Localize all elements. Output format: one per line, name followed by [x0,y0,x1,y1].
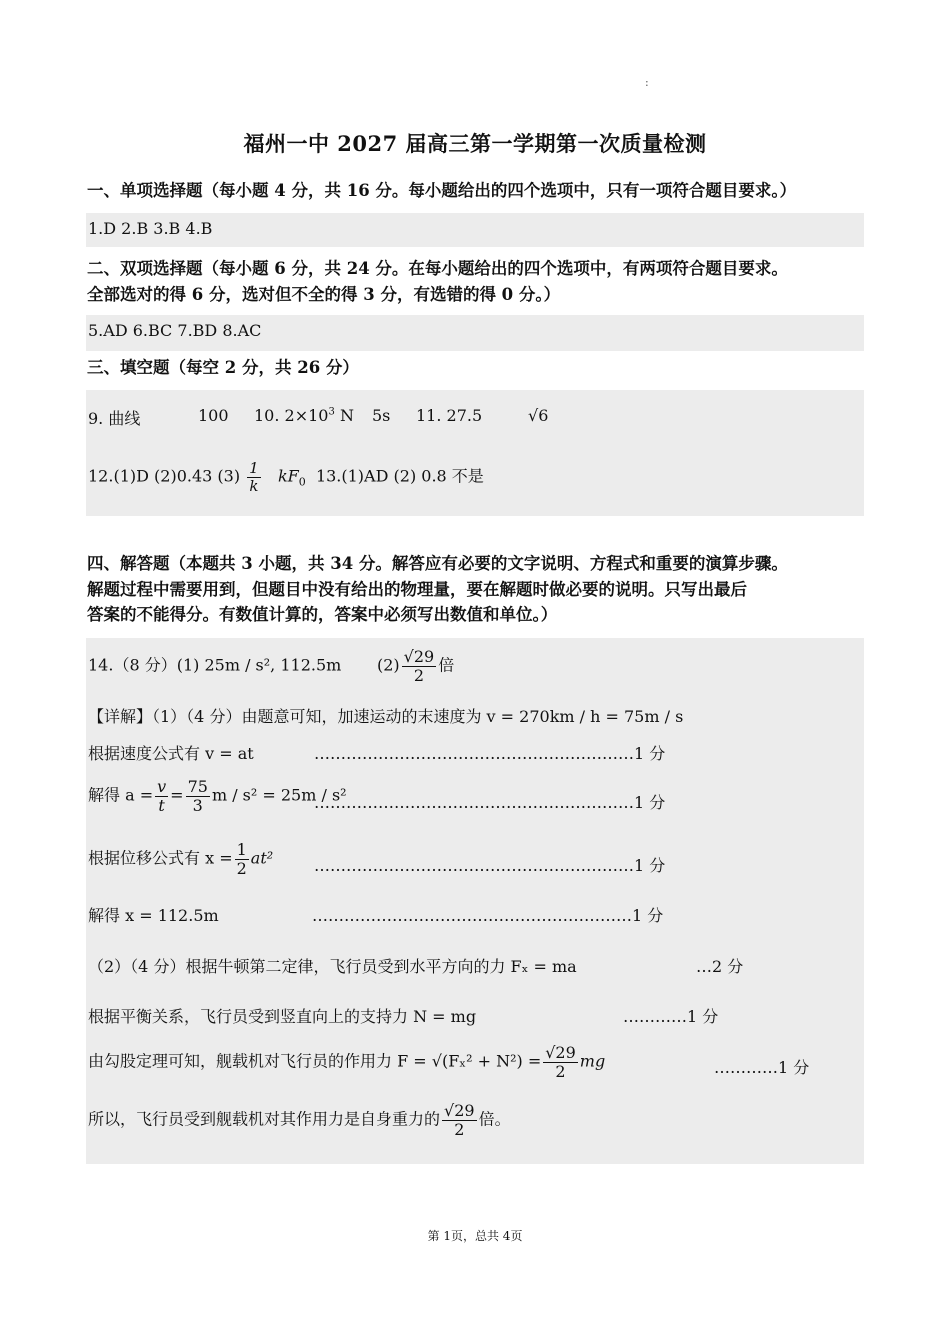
q14-line4: 解得 x = 112.5m [88,906,219,925]
page-title: 福州一中 2027 届高三第一学期第一次质量检测 [243,131,707,156]
q14-solution-band [86,638,864,1164]
q14-line5: （2）（4 分）根据牛顿第二定律，飞行员受到水平方向的力 Fₓ = ma [88,957,577,976]
q14-line2-score: ……………………………………………………1 分 [314,793,666,812]
section-4-header-line2: 解题过程中需要用到，但题目中没有给出的物理量，要在解题时做必要的说明。只写出最后 [87,580,747,599]
q14-line7-score: …………1 分 [714,1058,810,1077]
section-2-header-line2: 全部选对的得 6 分，选对但不全的得 3 分，有选错的得 0 分。） [87,285,561,304]
q11-answer-b: √6 [528,406,549,425]
q11-answer: 11. 27.5 [416,406,483,425]
q14-line6-score: …………1 分 [623,1007,719,1026]
q14-line6: 根据平衡关系，飞行员受到竖直向上的支持力 N = mg [88,1007,477,1026]
section-2-header-line1: 二、双项选择题（每小题 6 分，共 24 分。在每小题给出的四个选项中，有两项符合题目要求。 [87,259,788,278]
section-3-header: 三、填空题（每空 2 分，共 26 分） [87,358,359,377]
q14-line8: 所以，飞行员受到舰载机对其作用力是自身重力的 $\frac{√29}{2}$ 倍。 [88,1101,511,1139]
q14-line3: 根据位移公式有 x = $\frac{1}{2}$ at² [88,840,274,878]
q10-answer-b: 5s [372,406,391,425]
q9-answer-b: 100 [198,406,229,425]
q12-fraction: $\frac{1}{k}$ [249,459,259,495]
q14-line5-score: …2 分 [696,957,744,976]
q14-line1: 根据速度公式有 v = at [88,744,254,763]
section-4-header-line3: 答案的不能得分。有数值计算的，答案中必须写出数值和单位。） [87,605,558,624]
corner-mark: : [645,76,649,89]
q14-line1-score: ……………………………………………………1 分 [314,744,666,763]
section-4-header-line1: 四、解答题（本题共 3 小题，共 34 分。解答应有必要的文字说明、方程式和重要的演算步骤。 [87,554,788,573]
q14-head: 14.（8 分）(1) 25m / s², 112.5m (2) $\frac{√29}{2}$ 倍 [88,647,455,685]
section-3-answer-band [86,390,864,516]
q9-answer: 9. 曲线 [88,409,141,428]
q12-answer: 12.(1)D (2)0.43 (3) $\frac{1}{k}$ $kF_0$ 13.(1)AD (2) 0.8 不是 [88,459,484,495]
q10-answer: 10. $2\times 10^3$ N [254,406,354,425]
q14-detail: 【详解】（1）（4 分）由题意可知，加速运动的末速度为 v = 270km / h = 75m / s [88,707,684,726]
section-1-answer-band [86,213,864,247]
q14-line3-score: ……………………………………………………1 分 [314,856,666,875]
q14-line2: 解得 a = $\frac{v}{t}$ = $\frac{75}{3}$ m / s² = 25m / s² [88,777,347,815]
page-footer: 第 1页，总共 4页 [427,1229,523,1243]
section-2-answer-band [86,315,864,351]
section-2-answers: 5.AD 6.BC 7.BD 8.AC [88,321,262,340]
q14-line7: 由勾股定理可知，舰载机对飞行员的作用力 F = √(Fₓ² + N²) = $\frac{√29}{2}$ mg [88,1043,606,1081]
section-1-header: 一、单项选择题（每小题 4 分，共 16 分。每小题给出的四个选项中，只有一项符合题目要求。） [87,181,797,200]
section-1-answers: 1.D 2.B 3.B 4.B [88,219,213,238]
q14-line4-score: ……………………………………………………1 分 [312,906,664,925]
